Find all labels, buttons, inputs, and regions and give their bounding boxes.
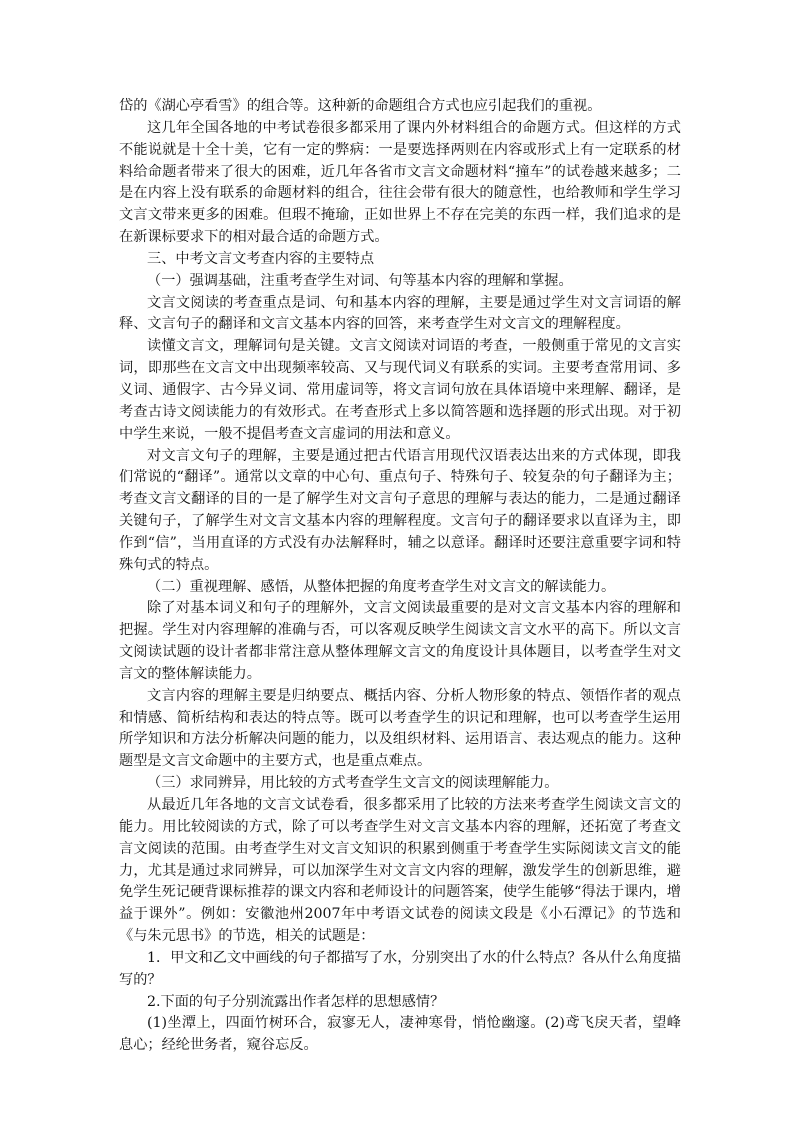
question-1: 1．甲文和乙文中画线的句子都描写了水，分别突出了水的什么特点？各从什么角度描写的？ xyxy=(119,949,681,988)
paragraph-overall-understanding: 除了对基本词义和句子的理解外，文言文阅读最重要的是对文言文基本内容的理解和把握。学生对内容理解的准确与否，可以客观反映学生阅读文言文水平的高下。所以文言文阅读试题的设计者都非常注意从整体理解文言文的角度设计具体题目，以考查学生对文言文的整体解读能力。 xyxy=(119,600,681,682)
paragraph-word-understanding: 读懂文言文，理解词句是关键。文言文阅读对词语的考查，一般侧重于常见的文言实词，即那些在文言文中出现频率较高、又与现代词义有联系的实词。主要考查常用词、多义词、通假字、古今异义词、常用虚词等，将文言词句放在具体语境中来理解、翻译，是考查古诗文阅读能力的有效形式。在考查形式上多以简答题和选择题的形式出现。对于初中学生来说，一般不提倡考查文言虚词的用法和意义。 xyxy=(119,338,681,442)
subheading-1: （一）强调基础，注重考查学生对词、句等基本内容的理解和掌握。 xyxy=(147,272,573,289)
section-heading-3: 三、中考文言文考查内容的主要特点 xyxy=(147,250,375,267)
document-page xyxy=(119,96,681,1057)
paragraph-continuation: 岱的《湖心亭看雪》的组合等。这种新的命题组合方式也应引起我们的重视。 xyxy=(119,98,602,114)
question-2-sentences: (1)坐潭上，四面竹树环合，寂寥无人，凄神寒骨，悄怆幽邃。(2)鸢飞戾天者，望峰息心；经纶世务者，窥谷忘反。 xyxy=(119,1015,681,1054)
paragraph-comparative-reading: 从最近几年各地的文言文试卷看，很多都采用了比较的方法来考查学生阅读文言文的能力。用比较阅读的方式，除了可以考查学生对文言文基本内容的理解，还拓宽了考查文言文阅读的范围。由考查学生对文言文知识的积累到侧重于考查学生实际阅读文言文的能力，尤其是通过求同辨异，可以加深学生对文言文内容的理解，激发学生的创新思维，避免学生死记硬背课标推荐的课文内容和老师设计的问题答案，使学生能够“得法于课内，增益于课外”。例如：安徽池州2007年中考语文试卷的阅读文段是《小石潭记》的节选和《与朱元思书》的节选，相关的试题是： xyxy=(119,797,681,945)
paragraph-content-understanding: 文言内容的理解主要是归纳要点、概括内容、分析人物形象的特点、领悟作者的观点和情感、简析结构和表达的特点等。既可以考查学生的识记和理解，也可以考查学生运用所学知识和方法分析解决问题的能力，以及组织材料、运用语言、表达观点的能力。这种题型是文言文命题中的主要方式，也是重点难点。 xyxy=(119,687,681,770)
question-2: 2.下面的句子分别流露出作者怎样的思想感情？ xyxy=(147,993,445,1010)
paragraph-sentence-translation: 对文言文句子的理解，主要是通过把古代语言用现代汉语表达出来的方式体现，即我们常说的“翻译”。通常以文章的中心句、重点句子、特殊句子、较复杂的句子翻译为主；考查文言文翻译的目的一是了解学生对文言句子意思的理解与表达的能力，二是通过翻译关键句子，了解学生对文言文基本内容的理解程度。文言句子的翻译要求以直译为主，即作到“信”，当用直译的方式没有办法解释时，辅之以意译。翻译时还要注意重要字词和特殊句式的特点。 xyxy=(119,447,681,573)
subheading-3: （三）求同辨异，用比较的方式考查学生文言文的阅读理解能力。 xyxy=(147,775,559,792)
paragraph-reading-focus: 文言文阅读的考查重点是词、句和基本内容的理解，主要是通过学生对文言词语的解释、文言句子的翻译和文言文基本内容的回答，来考查学生对文言文的理解程度。 xyxy=(119,294,681,333)
subheading-2: （二）重视理解、感悟，从整体把握的角度考查学生对文言文的解读能力。 xyxy=(147,578,616,595)
paragraph-exam-format: 这几年全国各地的中考试卷很多都采用了课内外材料组合的命题方式。但这样的方式不能说就是十全十美，它有一定的弊病：一是要选择两则在内容或形式上有一定联系的材料给命题者带来了很大的困难，近几年各省市文言文命题材料“撞车”的试卷越来越多；二是在内容上没有联系的命题材料的组合，往往会带有很大的随意性，也给教师和学生学习文言文带来更多的困难。但瑕不掩瑜，正如世界上不存在完美的东西一样，我们追求的是在新课标要求下的相对最合适的命题方式。 xyxy=(119,119,681,246)
